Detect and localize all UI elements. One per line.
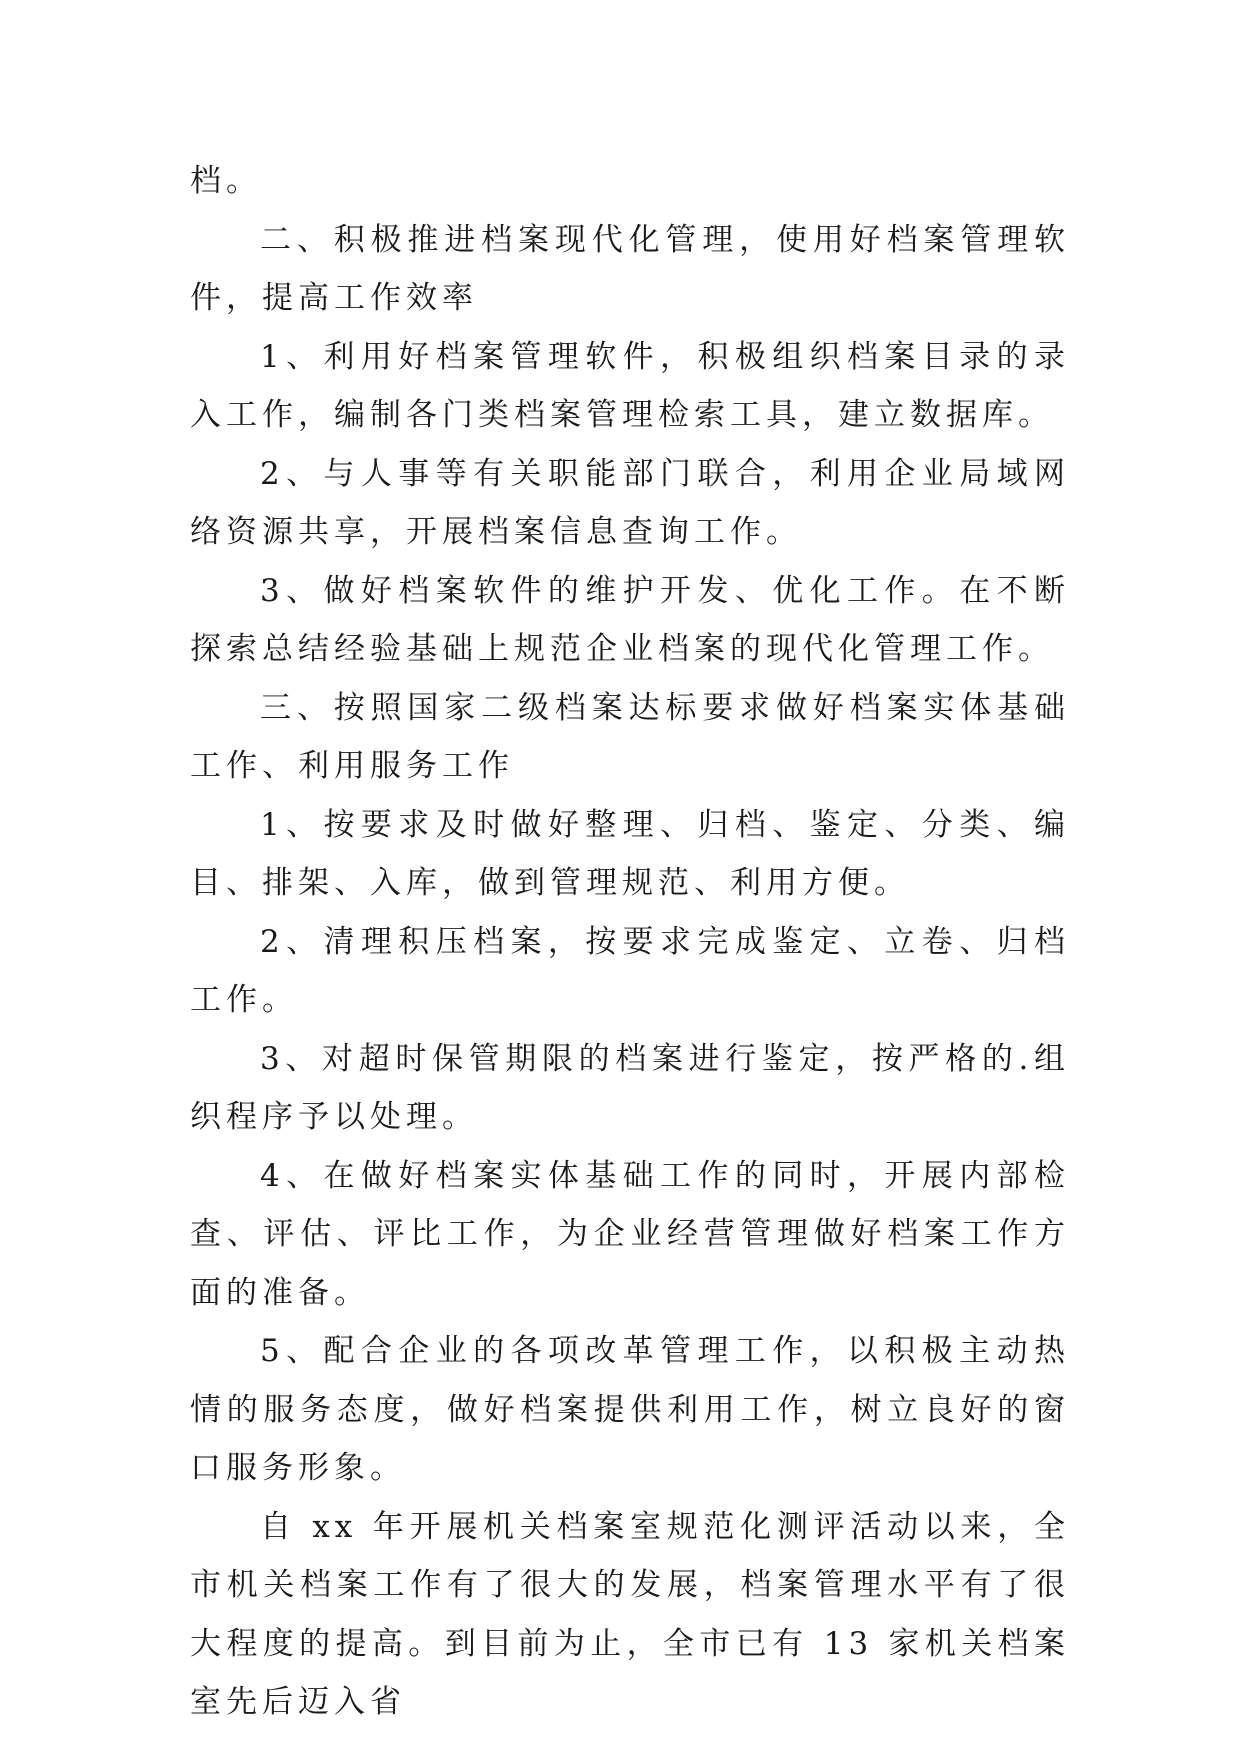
- paragraph-continuation: 档。: [190, 163, 262, 199]
- list-item: 4、在做好档案实体基础工作的同时，开展内部检查、评估、评比工作，为企业经营管理做好档案工作方面的准备。: [190, 1157, 1070, 1311]
- list-item: 3、做好档案软件的维护开发、优化工作。在不断探索总结经验基础上规范企业档案的现代化管理工作。: [190, 572, 1070, 667]
- section-heading-three: 三、按照国家二级档案达标要求做好档案实体基础工作、利用服务工作: [190, 689, 1070, 784]
- list-item: 5、配合企业的各项改革管理工作，以积极主动热情的服务态度，做好档案提供利用工作，树立良好的窗口服务形象。: [190, 1333, 1070, 1486]
- list-item: 2、与人事等有关职能部门联合，利用企业局域网络资源共享，开展档案信息查询工作。: [190, 455, 1070, 550]
- list-item: 1、利用好档案管理软件，积极组织档案目录的录入工作，编制各门类档案管理检索工具，建立数据库。: [190, 338, 1070, 433]
- document-body: [190, 152, 1070, 1732]
- list-item: 3、对超时保管期限的档案进行鉴定，按严格的.组织程序予以处理。: [190, 1040, 1070, 1135]
- section-heading-two: 二、积极推进档案现代化管理，使用好档案管理软件，提高工作效率: [190, 221, 1070, 316]
- list-item: 1、按要求及时做好整理、归档、鉴定、分类、编目、排架、入库，做到管理规范、利用方便。: [190, 806, 1070, 901]
- body-paragraph: 自 xx 年开展机关档案室规范化测评活动以来，全市机关档案工作有了很大的发展，档案管理水平有了很大程度的提高。到目前为止，全市已有 13 家机关档案室先后迈入省: [190, 1508, 1070, 1720]
- list-item: 2、清理积压档案，按要求完成鉴定、立卷、归档工作。: [190, 923, 1070, 1018]
